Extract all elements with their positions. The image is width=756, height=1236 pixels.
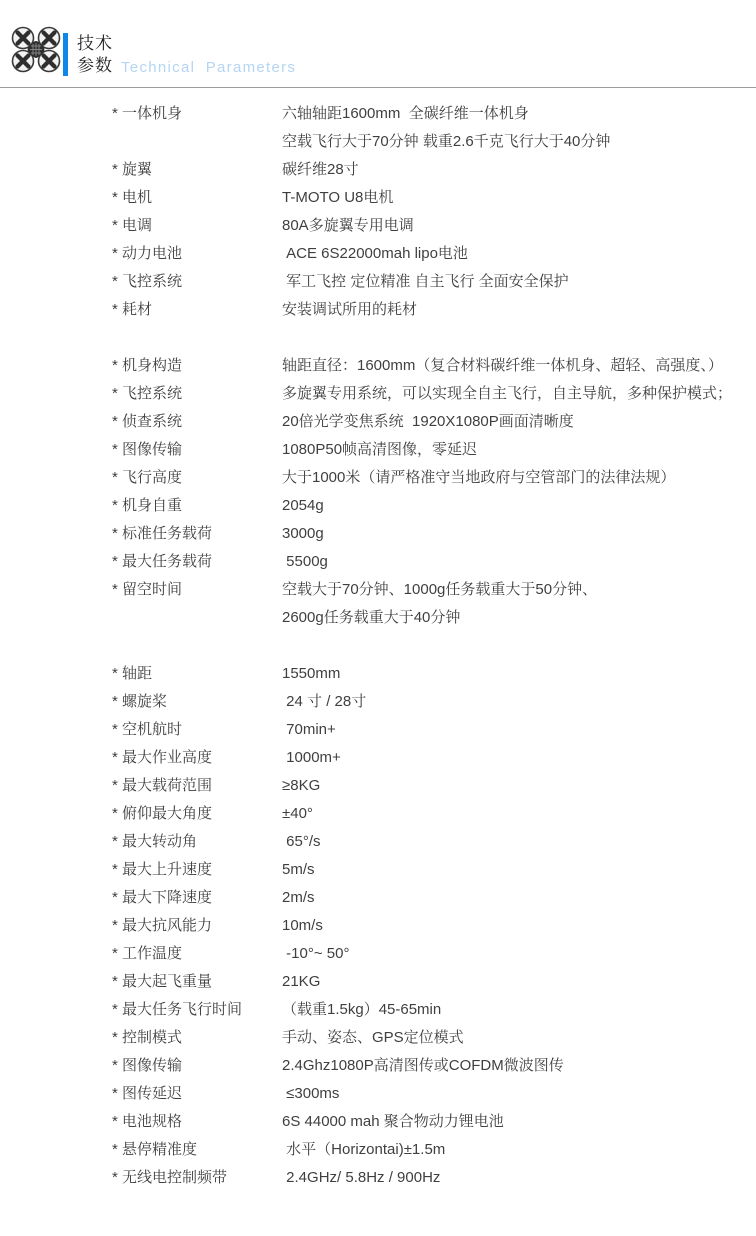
spec-value xyxy=(282,548,744,576)
spec-label: * 一体机身 xyxy=(112,105,183,122)
spec-value-line: 军工飞控 定位精准 自主飞行 全面安全保护 xyxy=(282,273,569,290)
spec-label: * 留空时间 xyxy=(112,581,183,598)
spec-value-line: 碳纤维28寸 xyxy=(282,161,359,178)
spec-value-line: 水平（Horizontai)±1.5m xyxy=(282,1141,446,1158)
spec-value-line: 6S 44000 mah 聚合物动力锂电池 xyxy=(282,1113,504,1130)
spec-value-line: 多旋翼专用系统，可以实现全自主飞行，自主导航，多种保护模式； xyxy=(282,385,733,402)
spec-label: * 悬停精准度 xyxy=(112,1141,198,1158)
spec-value xyxy=(282,520,744,548)
spec-value-line: 70min+ xyxy=(282,721,336,738)
spec-label: * 飞控系统 xyxy=(112,273,183,290)
spec-value-line: -10°~ 50° xyxy=(282,945,350,962)
spec-label: * 最大转动角 xyxy=(112,833,198,850)
spec-value xyxy=(282,856,744,884)
spec-row xyxy=(112,1052,744,1080)
spec-value-line: 安装调试所用的耗材 xyxy=(282,301,418,318)
spec-label: * 最大起飞重量 xyxy=(112,973,213,990)
spec-value xyxy=(282,380,744,408)
spec-row xyxy=(112,352,744,380)
spec-value xyxy=(282,268,744,296)
spec-row xyxy=(112,408,744,436)
spec-value xyxy=(282,1080,744,1108)
spec-row xyxy=(112,660,744,688)
spec-label: * 最大上升速度 xyxy=(112,861,213,878)
spec-row xyxy=(112,380,744,408)
drone-quadcopter-icon xyxy=(10,26,62,78)
spec-value xyxy=(282,492,744,520)
spec-value xyxy=(282,184,744,212)
spec-value xyxy=(282,772,744,800)
spec-label: * 空机航时 xyxy=(112,721,183,738)
spec-label: * 图像传输 xyxy=(112,1057,183,1074)
spec-value xyxy=(282,688,744,716)
spec-label: * 最大下降速度 xyxy=(112,889,213,906)
spec-row xyxy=(112,1024,744,1052)
spec-section xyxy=(112,352,744,632)
spec-value xyxy=(282,884,744,912)
spec-value xyxy=(282,408,744,436)
spec-value-line: 空载飞行大于70分钟 载重2.6千克飞行大于40分钟 xyxy=(282,133,611,150)
spec-row xyxy=(112,576,744,632)
spec-label: * 最大任务载荷 xyxy=(112,553,213,570)
spec-row xyxy=(112,1080,744,1108)
spec-label: * 电池规格 xyxy=(112,1113,183,1130)
spec-label: * 标准任务载荷 xyxy=(112,525,213,542)
spec-label: * 最大抗风能力 xyxy=(112,917,213,934)
spec-section xyxy=(112,100,744,324)
spec-row xyxy=(112,184,744,212)
spec-value-line: ≥8KG xyxy=(282,777,321,794)
spec-label: * 动力电池 xyxy=(112,245,183,262)
spec-value xyxy=(282,744,744,772)
spec-value xyxy=(282,156,744,184)
spec-row xyxy=(112,716,744,744)
spec-value xyxy=(282,996,744,1024)
spec-value-line: 5500g xyxy=(282,553,328,570)
spec-row xyxy=(112,968,744,996)
spec-label: * 俯仰最大角度 xyxy=(112,805,213,822)
spec-row xyxy=(112,912,744,940)
spec-label: * 最大任务飞行时间 xyxy=(112,1001,243,1018)
spec-label: * 控制模式 xyxy=(112,1029,183,1046)
spec-row xyxy=(112,100,744,156)
spec-label: * 电调 xyxy=(112,217,153,234)
spec-value-line: 1550mm xyxy=(282,665,341,682)
page-title-line2: 参数 xyxy=(77,56,113,75)
header xyxy=(0,0,756,87)
spec-label: * 轴距 xyxy=(112,665,153,682)
spec-label: * 飞行高度 xyxy=(112,469,183,486)
spec-section xyxy=(112,660,744,1192)
spec-value xyxy=(282,660,744,688)
spec-value xyxy=(282,968,744,996)
spec-value-line: 2.4Ghz1080P高清图传或COFDM微波图传 xyxy=(282,1057,564,1074)
spec-row xyxy=(112,828,744,856)
spec-value xyxy=(282,464,744,492)
spec-label: * 旋翼 xyxy=(112,161,153,178)
spec-row xyxy=(112,212,744,240)
spec-row xyxy=(112,940,744,968)
spec-value-line: 1080P50帧高清图像，零延迟 xyxy=(282,441,478,458)
spec-value-line: T-MOTO U8电机 xyxy=(282,189,394,206)
spec-value xyxy=(282,436,744,464)
spec-value-line: 80A多旋翼专用电调 xyxy=(282,217,414,234)
spec-value-line: 空载大于70分钟、1000g任务载重大于50分钟、 xyxy=(282,581,598,598)
spec-value xyxy=(282,800,744,828)
spec-value-line: 24 寸 / 28寸 xyxy=(282,693,367,710)
spec-label: * 电机 xyxy=(112,189,153,206)
spec-value-line: 3000g xyxy=(282,525,324,542)
spec-value-line: ACE 6S22000mah lipo电池 xyxy=(282,245,468,262)
spec-value xyxy=(282,240,744,268)
page-title xyxy=(77,33,113,77)
spec-value-line: 5m/s xyxy=(282,861,315,878)
spec-label: * 图像传输 xyxy=(112,441,183,458)
spec-value-line: 轴距直径：1600mm（复合材料碳纤维一体机身、超轻、高强度、） xyxy=(282,357,723,374)
spec-row xyxy=(112,688,744,716)
spec-value-line: 1000m+ xyxy=(282,749,341,766)
spec-label: * 机身自重 xyxy=(112,497,183,514)
spec-row xyxy=(112,1136,744,1164)
spec-label: * 无线电控制频带 xyxy=(112,1169,228,1186)
spec-value xyxy=(282,1052,744,1080)
spec-list xyxy=(0,88,756,1192)
spec-row xyxy=(112,996,744,1024)
spec-value-line: 20倍光学变焦系统 1920X1080P画面清晰度 xyxy=(282,413,574,430)
spec-value-line: ≤300ms xyxy=(282,1085,340,1102)
spec-row xyxy=(112,884,744,912)
spec-value-line: 六轴轴距1600mm 全碳纤维一体机身 xyxy=(282,105,529,122)
spec-value xyxy=(282,912,744,940)
spec-value xyxy=(282,716,744,744)
spec-value-line: 手动、姿态、GPS定位模式 xyxy=(282,1029,464,1046)
spec-value-line: （载重1.5kg）45-65min xyxy=(282,1001,442,1018)
spec-value-line: 2054g xyxy=(282,497,324,514)
spec-label: * 侦查系统 xyxy=(112,413,183,430)
spec-value xyxy=(282,352,744,380)
spec-value xyxy=(282,1164,744,1192)
spec-value xyxy=(282,212,744,240)
spec-row xyxy=(112,548,744,576)
page-subtitle: Technical Parameters xyxy=(121,59,297,76)
spec-value-line: ±40° xyxy=(282,805,313,822)
spec-value xyxy=(282,1108,744,1136)
spec-label: * 最大作业高度 xyxy=(112,749,213,766)
spec-row xyxy=(112,520,744,548)
header-accent-bar xyxy=(63,33,68,76)
spec-row xyxy=(112,800,744,828)
spec-row xyxy=(112,464,744,492)
spec-label: * 机身构造 xyxy=(112,357,183,374)
spec-value xyxy=(282,940,744,968)
spec-row xyxy=(112,744,744,772)
spec-value-line: 2m/s xyxy=(282,889,315,906)
spec-value xyxy=(282,576,744,632)
spec-row xyxy=(112,492,744,520)
spec-row xyxy=(112,1108,744,1136)
spec-value xyxy=(282,296,744,324)
spec-label: * 工作温度 xyxy=(112,945,183,962)
spec-value xyxy=(282,1136,744,1164)
spec-value-line: 2.4GHz/ 5.8Hz / 900Hz xyxy=(282,1169,441,1186)
spec-row xyxy=(112,268,744,296)
spec-value-line: 2600g任务载重大于40分钟 xyxy=(282,609,461,626)
spec-label: * 最大载荷范围 xyxy=(112,777,213,794)
spec-label: * 图传延迟 xyxy=(112,1085,183,1102)
spec-row xyxy=(112,296,744,324)
spec-row xyxy=(112,156,744,184)
spec-row xyxy=(112,240,744,268)
spec-row xyxy=(112,856,744,884)
spec-label: * 耗材 xyxy=(112,301,153,318)
spec-row xyxy=(112,436,744,464)
spec-value-line: 10m/s xyxy=(282,917,323,934)
spec-value-line: 21KG xyxy=(282,973,321,990)
spec-value-line: 大于1000米（请严格准守当地政府与空管部门的法律法规） xyxy=(282,469,676,486)
spec-label: * 飞控系统 xyxy=(112,385,183,402)
spec-row xyxy=(112,1164,744,1192)
spec-value-line: 65°/s xyxy=(282,833,321,850)
page-title-line1: 技术 xyxy=(77,34,113,53)
spec-value xyxy=(282,100,744,156)
spec-value xyxy=(282,828,744,856)
spec-value xyxy=(282,1024,744,1052)
spec-row xyxy=(112,772,744,800)
spec-label: * 螺旋桨 xyxy=(112,693,168,710)
